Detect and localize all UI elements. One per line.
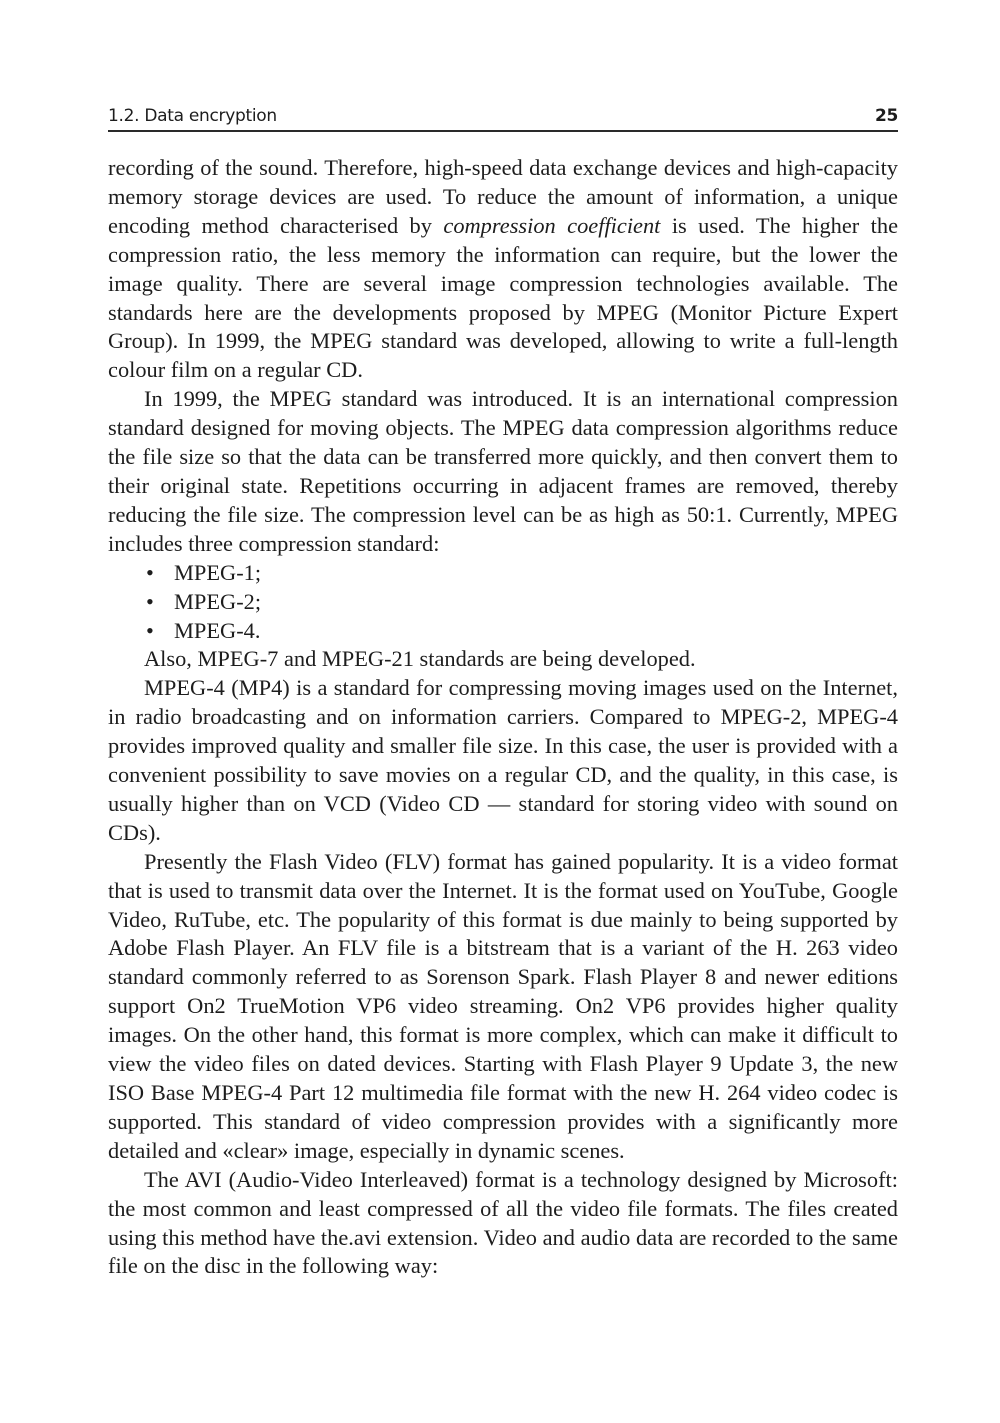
body-text [108, 154, 898, 1281]
paragraph-1-part-1: recording of the sound. Therefore, high-speed data exchange devices and high-capacity memory storage devices are used. To reduce the amount of information, a unique encoding method characterised by [108, 155, 898, 238]
paragraph-1-part-2: is used. The higher the compression ratio, the less memory the information can require, but the lower the image quality. There are several image compression technologies available. The standards here are the developments proposed by MPEG (Monitor Picture Expert Group). In 1999, the MPEG standard was developed, allowing to write a full-length colour film on a regular CD. [108, 212, 899, 383]
list-item [108, 588, 898, 617]
book-page [108, 96, 898, 1281]
page-number: 25 [874, 106, 898, 126]
paragraph-4: MPEG-4 (MP4) is a standard for compressing moving images used on the Internet, in radio broadcasting and on information carriers. Compared to MPEG-2, MPEG-4 provides improved quality and smaller file size. In this case, the user is provided with a convenient possibility to save movies on a regular CD, and the quality, in this case, is usually higher than on VCD (Video CD — standard for storing video with sound on CDs). [108, 675, 898, 845]
bullet-icon: • [146, 617, 154, 643]
paragraph-5: Presently the Flash Video (FLV) format has gained popularity. It is a video format that is used to transmit data over the Internet. It is the format used on YouTube, Google Video, RuTube, etc. The popularity of this format is due mainly to being supported by Adobe Flash Player. An FLV file is a bitstream that is a variant of the H. 263 video standard commonly referred to as Sorenson Spark. Flash Player 8 and newer editions support On2 TrueMotion VP6 video streaming. On2 VP6 provides higher quality images. On the other hand, this format is more complex, which can make it difficult to view the video files on dated devices. Starting with Flash Player 9 Update 3, the new ISO Base MPEG-4 Part 12 multimedia file format with the new H. 264 video codec is supported. This standard of video compression provides with a significantly more detailed and «clear» image, especially in dynamic scenes. [108, 848, 898, 1163]
bullet-icon: • [146, 559, 154, 585]
paragraph-3: Also, MPEG-7 and MPEG-21 standards are being developed. [144, 646, 696, 672]
bullet-icon: • [146, 588, 154, 614]
running-head [108, 96, 898, 132]
paragraph-2: In 1999, the MPEG standard was introduced. It is an international compression standard designed for moving objects. The MPEG data compression algorithms reduce the file size so that the data can be transferred more quickly, and then convert them to their original state. Repetitions occurring in adjacent frames are removed, thereby reducing the file size. The compression level can be as high as 50:1. Currently, MPEG includes three compression standard: [108, 386, 898, 556]
list-item-text: MPEG-4. [174, 617, 261, 643]
paragraph-6: The AVI (Audio-Video Interleaved) format is a technology designed by Microsoft: the most common and least compressed of all the video file formats. The files created using this method have the.avi extension. Video and audio data are recorded to the same file on the disc in the following way: [108, 1166, 898, 1279]
list-item-text: MPEG-1; [174, 559, 262, 585]
list-item [108, 559, 898, 588]
section-title: 1.2. Data encryption [108, 106, 277, 126]
paragraph-1 [108, 154, 898, 385]
list-item-text: MPEG-2; [174, 588, 262, 614]
emphasized-term: compression coefficient [443, 212, 661, 238]
mpeg-standards-list [108, 559, 898, 646]
list-item [108, 617, 898, 646]
